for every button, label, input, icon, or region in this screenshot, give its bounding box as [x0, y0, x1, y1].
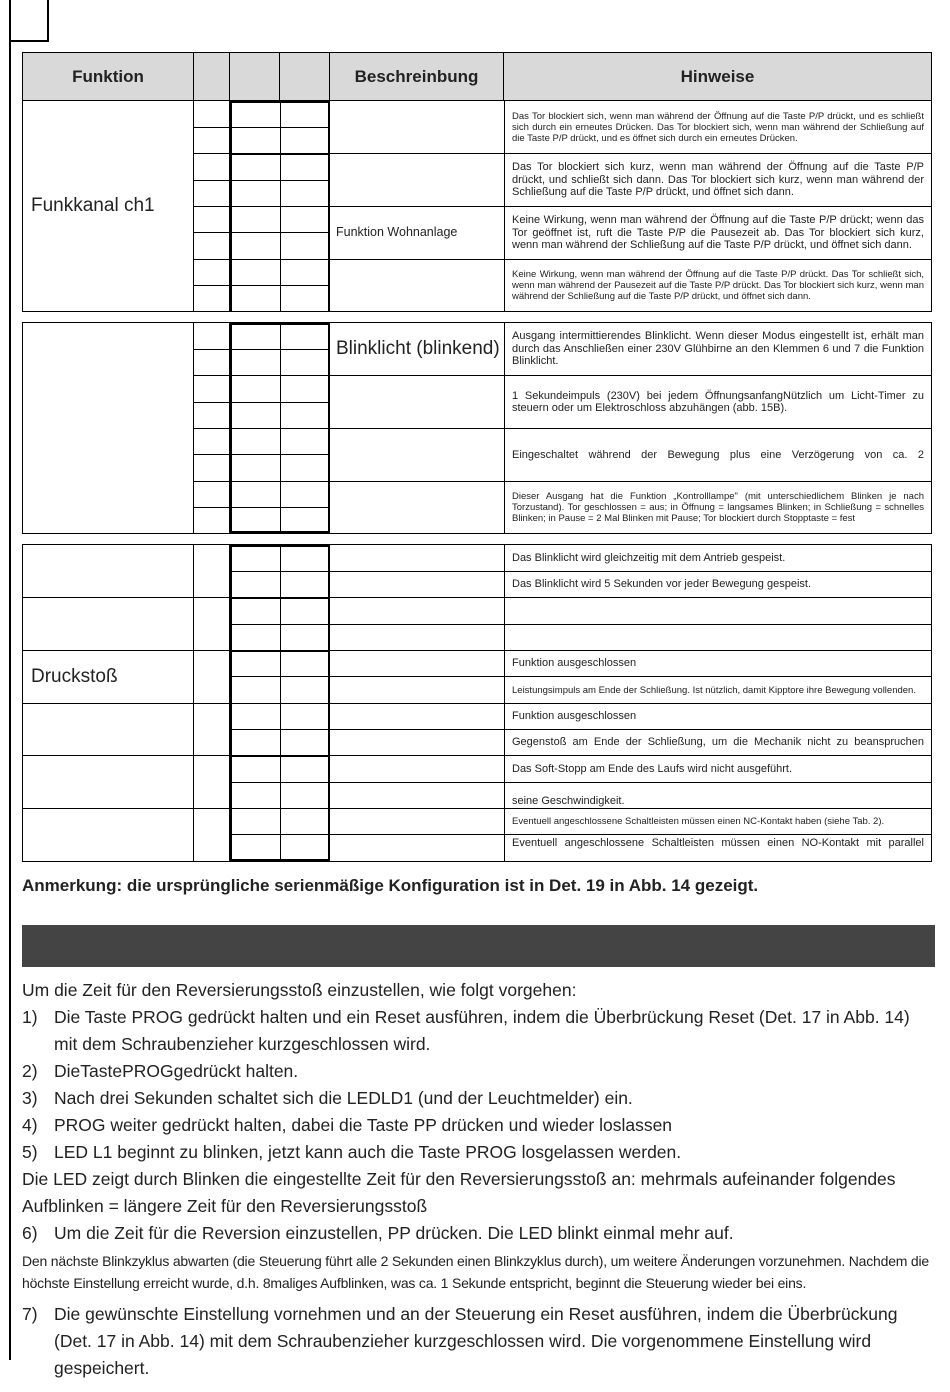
hinweis-row: Funktion ausgeschlossen	[512, 657, 637, 670]
page-left-bar	[9, 40, 11, 1360]
hinweis-row: Das Blinklicht wird 5 Sekunden vor jeder Bewegung gespeist.	[512, 578, 811, 591]
step-text: DieTastePROGgedrückt halten.	[54, 1061, 299, 1081]
hinweis-row	[505, 625, 931, 650]
hinweis-row: Das Tor blockiert sich kurz, wenn man während der Öffnung auf die Taste P/P drückt, und schließt sich dann. Das Tor blockiert sich kurz, wenn man während der Schließung auf die Taste P/P drückt, und öffnet sich dann.	[512, 161, 924, 199]
section-header-bar	[22, 925, 935, 967]
hinweis-row: 1 Sekundeimpuls (230V) bei jedem ÖffnungsanfangNützlich um Licht-Timer zu steuern oder um Elektroschloss abzuhängen (abb. 15B).	[512, 389, 924, 414]
beschreibung-wohnanlage: Funktion Wohnanlage	[336, 225, 458, 239]
hinweis-row: Leistungsimpuls am Ende der Schließung. Ist nützlich, damit Kipptore ihre Bewegung vollenden.	[512, 684, 916, 696]
step-number: 7)	[22, 1304, 38, 1324]
step-text: Nach drei Sekunden schaltet sich die LEDLD1 (und der Leuchtmelder) ein.	[54, 1088, 633, 1108]
hinweis-row: Keine Wirkung, wenn man während der Öffnung auf die Taste P/P drückt. Das Tor schließt sich, wenn man während der Pausezeit auf die Taste P/P drückt. Das Tor blockiert sich kurz, wenn man während der Schließung auf die Taste P/P drückt, und öffnet sich dann.	[512, 269, 924, 302]
hinweis-row: Keine Wirkung, wenn man während der Öffnung auf die Taste P/P drückt; wenn das Tor geöffnet ist, ruft die Taste P/P die Pausezeit ab. Das Tor blockiert sich kurz, wenn man während der Schließung auf die Taste P/P drückt, und öffnet sich dann.	[512, 214, 924, 252]
funktion-druckstoss: Druckstoß	[31, 666, 118, 687]
step-number: 5)	[22, 1142, 38, 1162]
remark-text: Anmerkung: die ursprüngliche serienmäßige Konfiguration ist in Det. 19 in Abb. 14 gezeigt.	[22, 876, 759, 895]
funktion-empty	[23, 323, 194, 533]
step-text: Um die Zeit für die Reversion einzustellen, PP drücken. Die LED blinkt einmal mehr auf.	[54, 1223, 734, 1243]
hinweis-row: Funktion ausgeschlossen	[512, 710, 637, 723]
hinweis-row: Eingeschaltet während der Bewegung plus eine Verzögerung von ca. 2	[512, 448, 924, 461]
header-beschreibung: Beschreinbung	[330, 53, 504, 100]
hinweis-row: Dieser Ausgang hat die Funktion „Kontrolllampe" (mit unterschiedlichem Blinken je nach Torzustand). Tor geschlossen = aus; in Öffnung = langsames Blinken; in Schließung = schnelles Blinken; in Pause = 2 Mal Blinken mit Pause; Tor blockiert durch Stopptaste = fest	[512, 491, 924, 524]
step-number: 2)	[22, 1061, 38, 1081]
table-header-row	[22, 52, 932, 101]
step-item	[22, 1004, 937, 1058]
hinweis-row: Eventuell angeschlossene Schaltleisten müssen einen NC-Kontakt haben (siehe Tab. 2).	[512, 816, 885, 827]
step-number: 3)	[22, 1088, 38, 1108]
hinweis-row	[505, 598, 931, 624]
header-hinweise: Hinweise	[504, 53, 931, 100]
hinweis-row: Das Soft-Stopp am Ende des Laufs wird nicht ausgeführt.	[512, 762, 793, 775]
step-number: 6)	[22, 1223, 38, 1243]
step-text: Die gewünschte Einstellung vornehmen und an der Steuerung ein Reset ausführen, indem die Überbrückung (Det. 17 in Abb. 14) mit dem Schraubenzieher kurzgeschlossen wird. Die vorgenommene Einstellung wird gespeichert.	[54, 1304, 898, 1378]
beschreibung-blinklicht: Blinklicht (blinkend)	[336, 338, 500, 359]
step-item	[22, 1112, 937, 1139]
step-text: Die Taste PROG gedrückt halten und ein Reset ausführen, indem die Überbrückung Reset (Det. 17 in Abb. 14) mit dem Schraubenzieher kurzgeschlossen wird.	[54, 1007, 910, 1054]
header-funktion: Funktion	[23, 53, 194, 100]
hinweis-row: Gegenstoß am Ende der Schließung, um die Mechanik nicht zu beanspruchen	[512, 736, 924, 749]
step-item	[22, 1220, 937, 1247]
hinweis-row: Das Blinklicht wird gleichzeitig mit dem Antrieb gespeist.	[512, 551, 786, 564]
step-number: 4)	[22, 1115, 38, 1135]
led-text: Die LED zeigt durch Blinken die eingestellte Zeit für den Reversierungsstoß an: mehrmals aufeinander folgendes Aufblinken = längere Zeit für den Reversierungsstoß	[22, 1169, 896, 1216]
step-item	[22, 1301, 937, 1382]
header-col3	[230, 53, 280, 100]
intro-text: Um die Zeit für den Reversierungsstoß einzustellen, wie folgt vorgehen:	[22, 980, 577, 1000]
hinweis-row: Eventuell angeschlossene Schaltleisten müssen einen NO-Kontakt mit parallel	[512, 837, 924, 849]
header-col2	[194, 53, 230, 100]
table-block-funkkanal	[22, 100, 932, 312]
hinweis-row: Das Tor blockiert sich, wenn man während der Öffnung auf die Taste P/P drückt, und es schließt sich durch ein erneutes Drücken. Das Tor blockiert sich, wenn man während der Schließung auf die Taste P/P drückt, und es öffnet sich durch ein erneutes Drücken.	[512, 110, 924, 144]
step-item	[22, 1085, 937, 1112]
step-text: LED L1 beginnt zu blinken, jetzt kann auch die Taste PROG losgelassen werden.	[54, 1142, 682, 1162]
hinweis-row: seine Geschwindigkeit.	[512, 794, 625, 807]
step-item	[22, 1058, 937, 1085]
step-text: PROG weiter gedrückt halten, dabei die Taste PP drücken und wieder loslassen	[54, 1115, 673, 1135]
table-block-blinklicht	[22, 322, 932, 534]
hinweis-row: Ausgang intermittierendes Blinklicht. Wenn dieser Modus eingestellt ist, erhält man durch das Anschließen einer 230V Glühbirne an den Klemmen 6 und 7 die Funktion Blinklicht.	[512, 330, 924, 368]
section-title	[22, 936, 32, 955]
header-col4	[280, 53, 330, 100]
step-item	[22, 1139, 937, 1166]
col2-cells	[194, 545, 230, 861]
funktion-funkkanal: Funkkanal ch1	[23, 101, 194, 311]
cycle-text: Den nächste Blinkzyklus abwarten (die Steuerung führt alle 2 Sekunden einen Blinkzyklus durch), um weitere Änderungen vorzunehmen. Nachdem die höchste Einstellung erreicht wurde, d.h. 8maliges Aufblinken, was ca. 1 Sekunde entspricht, beginnt die Steuerung wieder bei eins.	[22, 1253, 930, 1291]
table-block-druckstoss	[22, 544, 932, 862]
page-corner-box	[9, 0, 49, 42]
step-number: 1)	[22, 1007, 38, 1027]
